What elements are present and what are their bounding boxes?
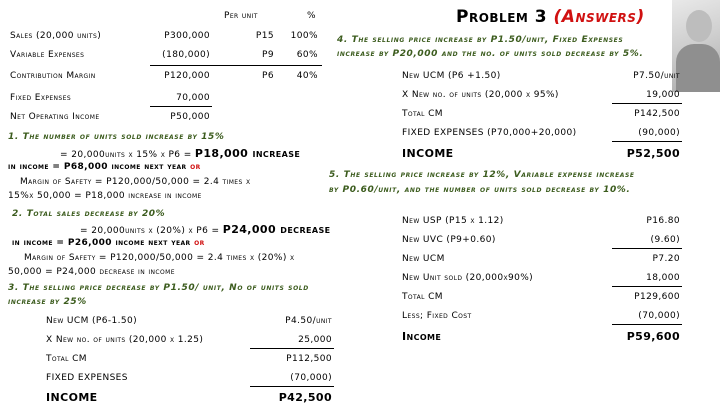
q3-row-value: 25,000 (298, 335, 332, 345)
q3-row-label: FIXED EXPENSES (46, 373, 128, 383)
is-row-amount: (180,000) (162, 50, 210, 60)
q1-line1: = 20,000units x 15% x P6 = P18,000 increase (60, 147, 301, 160)
or-label: or (190, 162, 201, 172)
is-row-label: Fixed Expenses (10, 93, 72, 103)
q5-income-value: P59,600 (626, 330, 680, 343)
is-row-amount: P50,000 (170, 112, 210, 122)
q5-row-label: New UVC (P9+0.60) (402, 235, 496, 245)
divider (150, 106, 212, 107)
q5-row-value: (70,000) (638, 311, 680, 321)
q5-row-value: 18,000 (646, 273, 680, 283)
q3-income-value: P42,500 (278, 391, 332, 404)
q3-row-label: X New no. of units (20,000 x 1.25) (46, 335, 204, 345)
q5-row-value: P129,600 (634, 292, 680, 302)
q4-heading-cont: increase by P20,000 and the no. of units sold decrease by 5%. (337, 49, 644, 59)
divider (612, 324, 682, 325)
is-row-percent: 60% (296, 50, 318, 60)
divider (612, 248, 682, 249)
q1-line4: 15%x 50,000 = P18,000 increase in income (8, 191, 202, 201)
q5-row-value: (9.60) (650, 235, 680, 245)
divider (250, 386, 334, 387)
q4-row-value: (90,000) (638, 128, 680, 138)
is-row-percent: 100% (290, 31, 318, 41)
q3-heading-cont: increase by 25% (8, 297, 87, 307)
q5-heading-cont: by P0.60/unit, and the number of units sold decrease by 10%. (329, 185, 631, 195)
q5-heading: 5. The selling price increase by 12%, Variable expense increase (329, 170, 635, 180)
answers-label: (Answers) (553, 7, 645, 27)
q4-row-value: 19,000 (646, 90, 680, 100)
q2-line4: 50,000 = P24,000 decrease in income (8, 267, 175, 277)
is-row-label: Variable Expenses (10, 50, 85, 60)
q4-row-value: P7.50/unit (633, 71, 680, 81)
q2-line2: in income = P26,000 income next year or (12, 238, 205, 248)
is-row-amount: P300,000 (164, 31, 210, 41)
is-row-per-unit: P15 (255, 31, 274, 41)
divider (150, 65, 322, 66)
header-percent: % (307, 11, 316, 21)
q1-line3: Margin of Safety = P120,000/50,000 = 2.4 times x (20, 177, 251, 187)
q3-row-value: (70,000) (290, 373, 332, 383)
q4-row-label: New UCM (P6 +1.50) (402, 71, 501, 81)
divider (612, 141, 682, 142)
is-row-label: Net Operating Income (10, 112, 100, 122)
q3-heading: 3. The selling price decrease by P1.50/ unit, No of units sold (8, 283, 309, 293)
q1-heading: 1. The number of units sold increase by 15% (8, 132, 225, 142)
q5-income-label: Income (402, 330, 442, 343)
is-row-label: Contribution Margin (10, 71, 96, 81)
q5-row-value: P7.20 (652, 254, 680, 264)
q4-income-label: INCOME (402, 147, 454, 160)
or-label: or (194, 238, 205, 248)
q3-row-value: P4.50/unit (285, 316, 332, 326)
is-row-amount: P120,000 (164, 71, 210, 81)
q5-row-label: Less; Fixed Cost (402, 311, 472, 321)
is-row-per-unit: P9 (262, 50, 274, 60)
divider (612, 286, 682, 287)
is-row-amount: 70,000 (176, 93, 210, 103)
is-row-percent: 40% (296, 71, 318, 81)
q5-row-label: New USP (P15 x 1.12) (402, 216, 504, 226)
is-row-label: Sales (20,000 units) (10, 31, 102, 41)
q1-line2: in income = P68,000 income next year or (8, 162, 201, 172)
q3-row-label: Total CM (46, 354, 87, 364)
q2-line1: = 20,000units x (20%) x P6 = P24,000 decrease (80, 223, 331, 236)
divider (250, 348, 334, 349)
q5-row-value: P16.80 (646, 216, 680, 226)
q4-row-value: P142,500 (634, 109, 680, 119)
q2-line3: Margin of Safety = P120,000/50,000 = 2.4 times x (20%) x (24, 253, 295, 263)
q4-income-value: P52,500 (626, 147, 680, 160)
q5-row-label: Total CM (402, 292, 443, 302)
q3-row-label: New UCM (P6-1.50) (46, 316, 138, 326)
header-per-unit: Per unit (224, 11, 258, 21)
divider (612, 103, 682, 104)
q4-row-label: Total CM (402, 109, 443, 119)
q4-row-label: X New no. of units (20,000 x 95%) (402, 90, 559, 100)
q5-row-label: New UCM (402, 254, 445, 264)
q2-heading: 2. Total sales decrease by 20% (12, 209, 166, 219)
q4-heading: 4. The selling price increase by P1.50/unit, Fixed Expenses (337, 35, 624, 45)
q3-row-value: P112,500 (286, 354, 332, 364)
is-row-per-unit: P6 (262, 71, 274, 81)
q3-income-label: INCOME (46, 391, 98, 404)
page-title: Problem 3 (Answers) (456, 7, 645, 27)
q5-row-label: New Unit sold (20,000x90%) (402, 273, 534, 283)
q4-row-label: FIXED EXPENSES (P70,000+20,000) (402, 128, 577, 138)
